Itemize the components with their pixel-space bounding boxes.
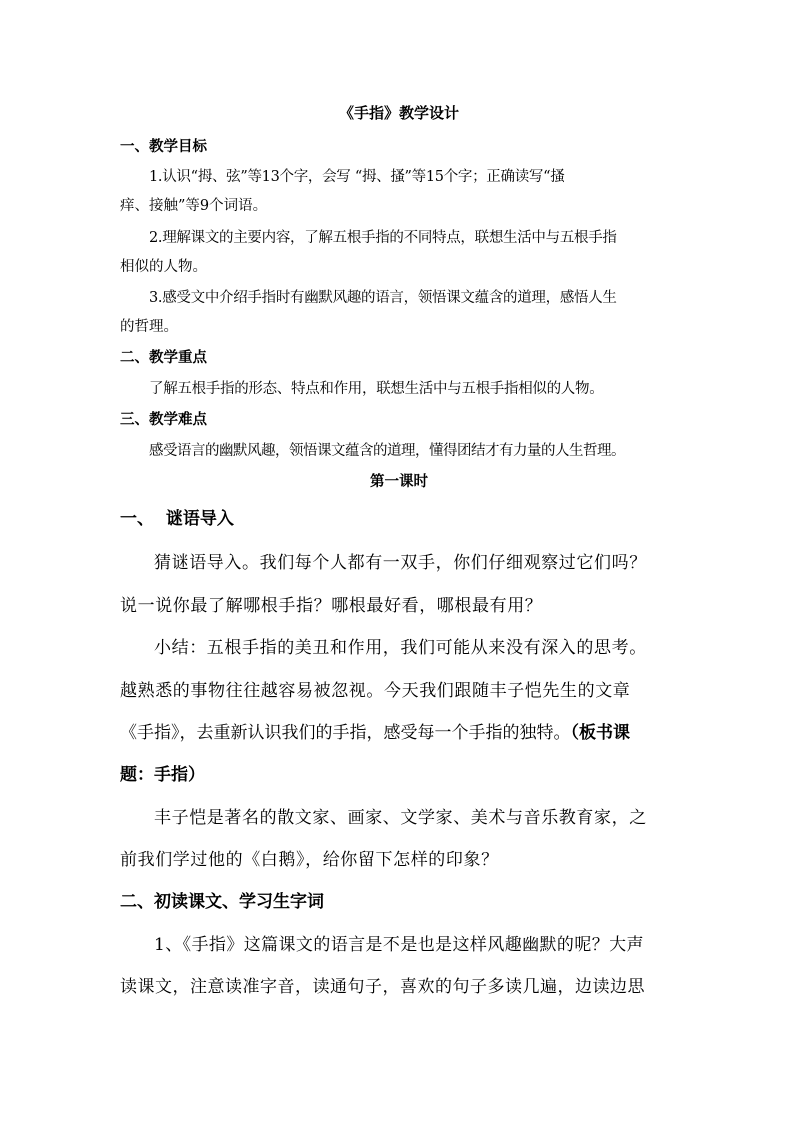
part2-heading: 二、初读课文、学习生字词 bbox=[120, 892, 324, 912]
part1-p1-line-1: 猜谜语导入。我们每个人都有一双手，你们仔细观察过它们吗？ bbox=[154, 553, 647, 573]
difficulties-text: 感受语言的幽默风趣，领悟课文蕴含的道理，懂得团结才有力量的人生哲理。 bbox=[149, 443, 625, 459]
part1-p2-line-1: 小结：五根手指的美丑和作用，我们可能从来没有深入的思考。 bbox=[154, 638, 647, 658]
key-points-text: 了解五根手指的形态、特点和作用，联想生活中与五根手指相似的人物。 bbox=[149, 381, 604, 397]
section-heading-goals: 一、教学目标 bbox=[120, 138, 207, 155]
goal-item-1-line-2: 痒、接触”等9个词语。 bbox=[120, 198, 268, 214]
part1-p2-line-3-normal: 《手指》，去重新认识我们的手指，感受每一个手指的独特。 bbox=[120, 723, 571, 743]
part1-p2-line-4: 题：手指） bbox=[120, 765, 205, 785]
goal-item-3-line-2: 的哲理。 bbox=[120, 319, 178, 335]
section-heading-key-points: 二、教学重点 bbox=[120, 349, 207, 366]
lesson-heading: 第一课时 bbox=[370, 473, 428, 490]
goal-item-1-line-1: 1.认识“拇、弦”等13个字，会写 “拇、搔”等15个字；正确读写“搔 bbox=[149, 169, 565, 185]
part2-p1-line-1: 1、《手指》这篇课文的语言是不是也是这样风趣幽默的呢？大声 bbox=[154, 935, 644, 955]
document-title: 《手指》教学设计 bbox=[339, 104, 460, 122]
goal-item-3-line-1: 3.感受文中介绍手指时有幽默风趣的语言，领悟课文蕴含的道理，感悟人生 bbox=[149, 290, 617, 306]
goal-item-2-line-1: 2.理解课文的主要内容，了解五根手指的不同特点，联想生活中与五根手指 bbox=[149, 230, 617, 246]
part1-p3-line-2: 前我们学过他的《白鹅》，给你留下怎样的印象？ bbox=[120, 850, 499, 870]
part1-p3-line-1: 丰子恺是著名的散文家、画家、文学家、美术与音乐教育家，之 bbox=[154, 808, 647, 828]
part1-p2-line-2: 越熟悉的事物往往越容易被忽视。今天我们跟随丰子恺先生的文章 bbox=[120, 681, 631, 701]
section-heading-difficulties: 三、教学难点 bbox=[120, 411, 207, 428]
goal-item-2-line-2: 相似的人物。 bbox=[120, 259, 207, 275]
part1-p1-line-2: 说一说你最了解哪根手指？哪根最好看，哪根最有用？ bbox=[120, 596, 543, 616]
part1-p2-line-3-bold: （板书课 bbox=[570, 723, 630, 743]
part2-p1-line-2: 读课文，注意读准字音，读通句子，喜欢的句子多读几遍，边读边思 bbox=[120, 977, 645, 997]
part1-p2-line-3 bbox=[120, 725, 630, 742]
part1-heading: 一、 谜语导入 bbox=[120, 509, 234, 529]
